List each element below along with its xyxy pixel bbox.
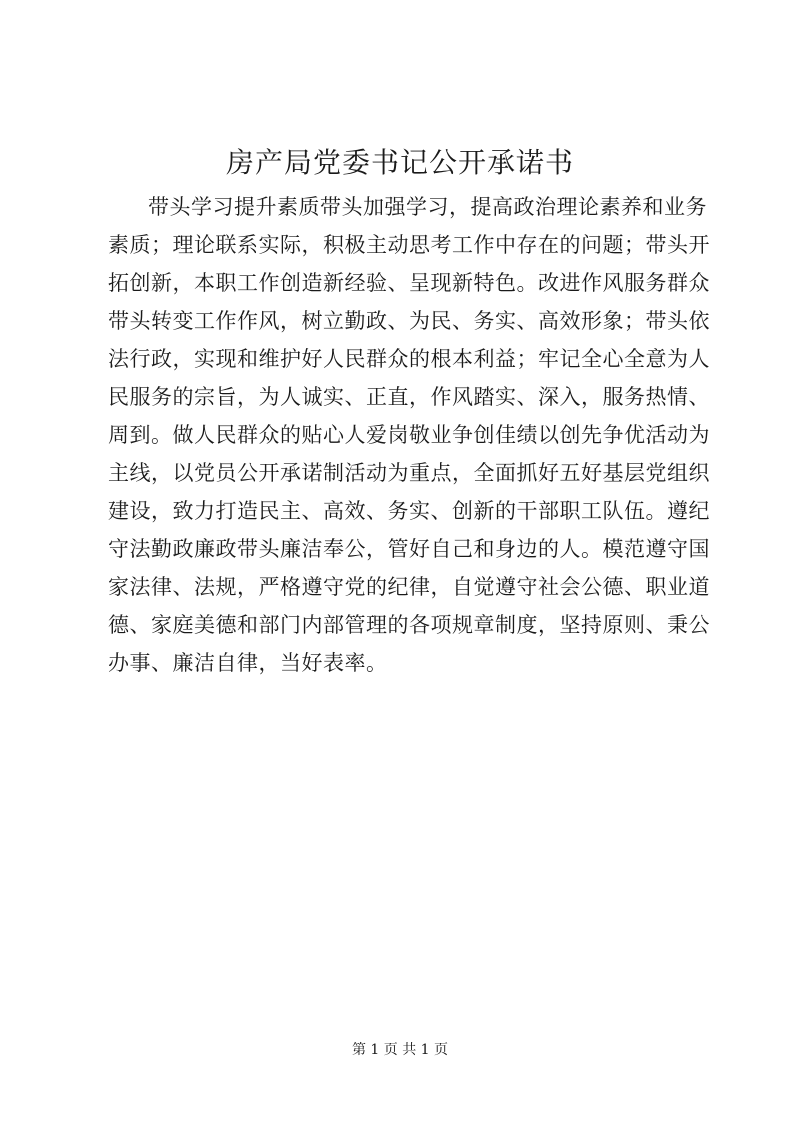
body-line: 法行政，实现和维护好人民群众的根本利益；牢记全心全意为人 bbox=[108, 347, 710, 371]
body-line: 素质；理论联系实际，积极主动思考工作中存在的问题；带头开 bbox=[108, 233, 710, 257]
body-line: 周到。做人民群众的贴心人爱岗敬业争创佳绩以创先争优活动为 bbox=[108, 423, 710, 447]
body-line: 德、家庭美德和部门内部管理的各项规章制度，坚持原则、秉公 bbox=[108, 613, 710, 637]
document-title: 房产局党委书记公开承诺书 bbox=[225, 146, 574, 179]
body-line: 民服务的宗旨，为人诚实、正直，作风踏实、深入，服务热情、 bbox=[108, 385, 710, 409]
body-line: 拓创新，本职工作创造新经验、呈现新特色。改进作风服务群众 bbox=[108, 271, 710, 295]
body-line: 带头转变工作作风，树立勤政、为民、务实、高效形象；带头依 bbox=[108, 309, 710, 333]
body-line: 办事、廉洁自律，当好表率。 bbox=[108, 651, 388, 675]
body-line: 建设，致力打造民主、高效、务实、创新的干部职工队伍。遵纪 bbox=[108, 499, 710, 523]
body-line: 主线，以党员公开承诺制活动为重点，全面抓好五好基层党组织 bbox=[108, 461, 710, 485]
page-footer: 第 1 页 共 1 页 bbox=[351, 1042, 449, 1058]
body-line: 带头学习提升素质带头加强学习，提高政治理论素养和业务 bbox=[148, 195, 707, 219]
document-body bbox=[108, 188, 708, 682]
body-line: 家法律、法规，严格遵守党的纪律，自觉遵守社会公德、职业道 bbox=[108, 575, 710, 599]
body-line: 守法勤政廉政带头廉洁奉公，管好自己和身边的人。模范遵守国 bbox=[108, 537, 710, 561]
